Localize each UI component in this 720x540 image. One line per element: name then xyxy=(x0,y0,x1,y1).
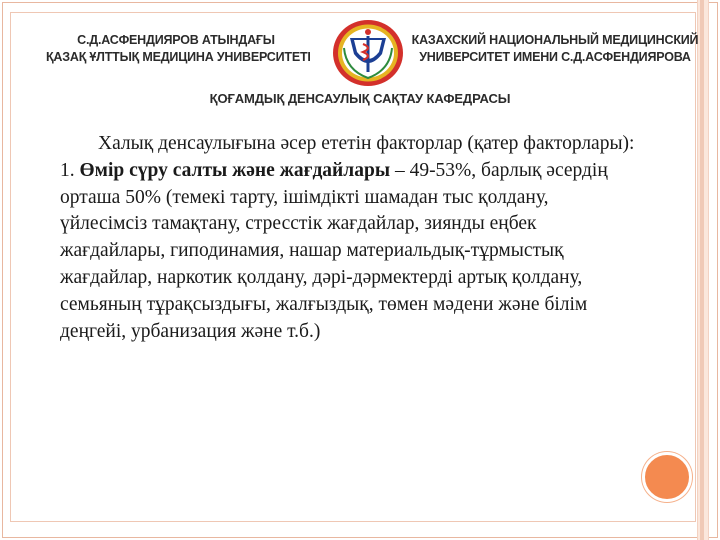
factor-item-1 xyxy=(60,158,640,346)
decorative-side-bar-stripe xyxy=(700,0,704,540)
header-right-line2: УНИВЕРСИТЕТ ИМЕНИ С.Д.АСФЕНДИЯРОВА xyxy=(419,50,691,64)
header-right-line1: КАЗАХСКИЙ НАЦИОНАЛЬНЫЙ МЕДИЦИНСКИЙ xyxy=(411,33,699,47)
header-left-line2: ҚАЗАҚ ҰЛТТЫҚ МЕДИЦИНА УНИВЕРСИТЕТІ xyxy=(46,50,311,64)
university-name-kazakh xyxy=(46,32,311,66)
intro-paragraph: Халық денсаулығына әсер ететін факторлар (қатер факторлары): xyxy=(98,133,635,154)
header-left-line1: С.Д.АСФЕНДИЯРОВ АТЫНДАҒЫ xyxy=(77,33,275,47)
item-text: – 49-53%, барлық әсердің орташа 50% (темекі тарту, ішімдікті шамадан тыс қолдану, үйлесімсіз тамақтану, стресстік жағдайлар, зиянды еңбек жағдайлары, гиподинамия, нашар материальдық-тұрмыстық жағдайлар, наркотик қолдану, дәрі-дәрмектерді артық қолдану, семьяның тұрақсыздығы, жалғыздық, төмен мәдени және білім деңгейі, урбанизация және т.б.) xyxy=(60,159,608,342)
university-logo-icon xyxy=(330,18,406,88)
item-title: Өмір сүру салты және жағдайлары xyxy=(79,159,391,181)
decorative-orange-circle xyxy=(642,452,692,502)
item-number: 1. xyxy=(60,159,80,181)
department-title: ҚОҒАМДЫҚ ДЕНСАУЛЫҚ САҚТАУ КАФЕДРАСЫ xyxy=(209,91,511,106)
slide-body xyxy=(60,131,640,345)
university-name-russian xyxy=(410,32,700,66)
